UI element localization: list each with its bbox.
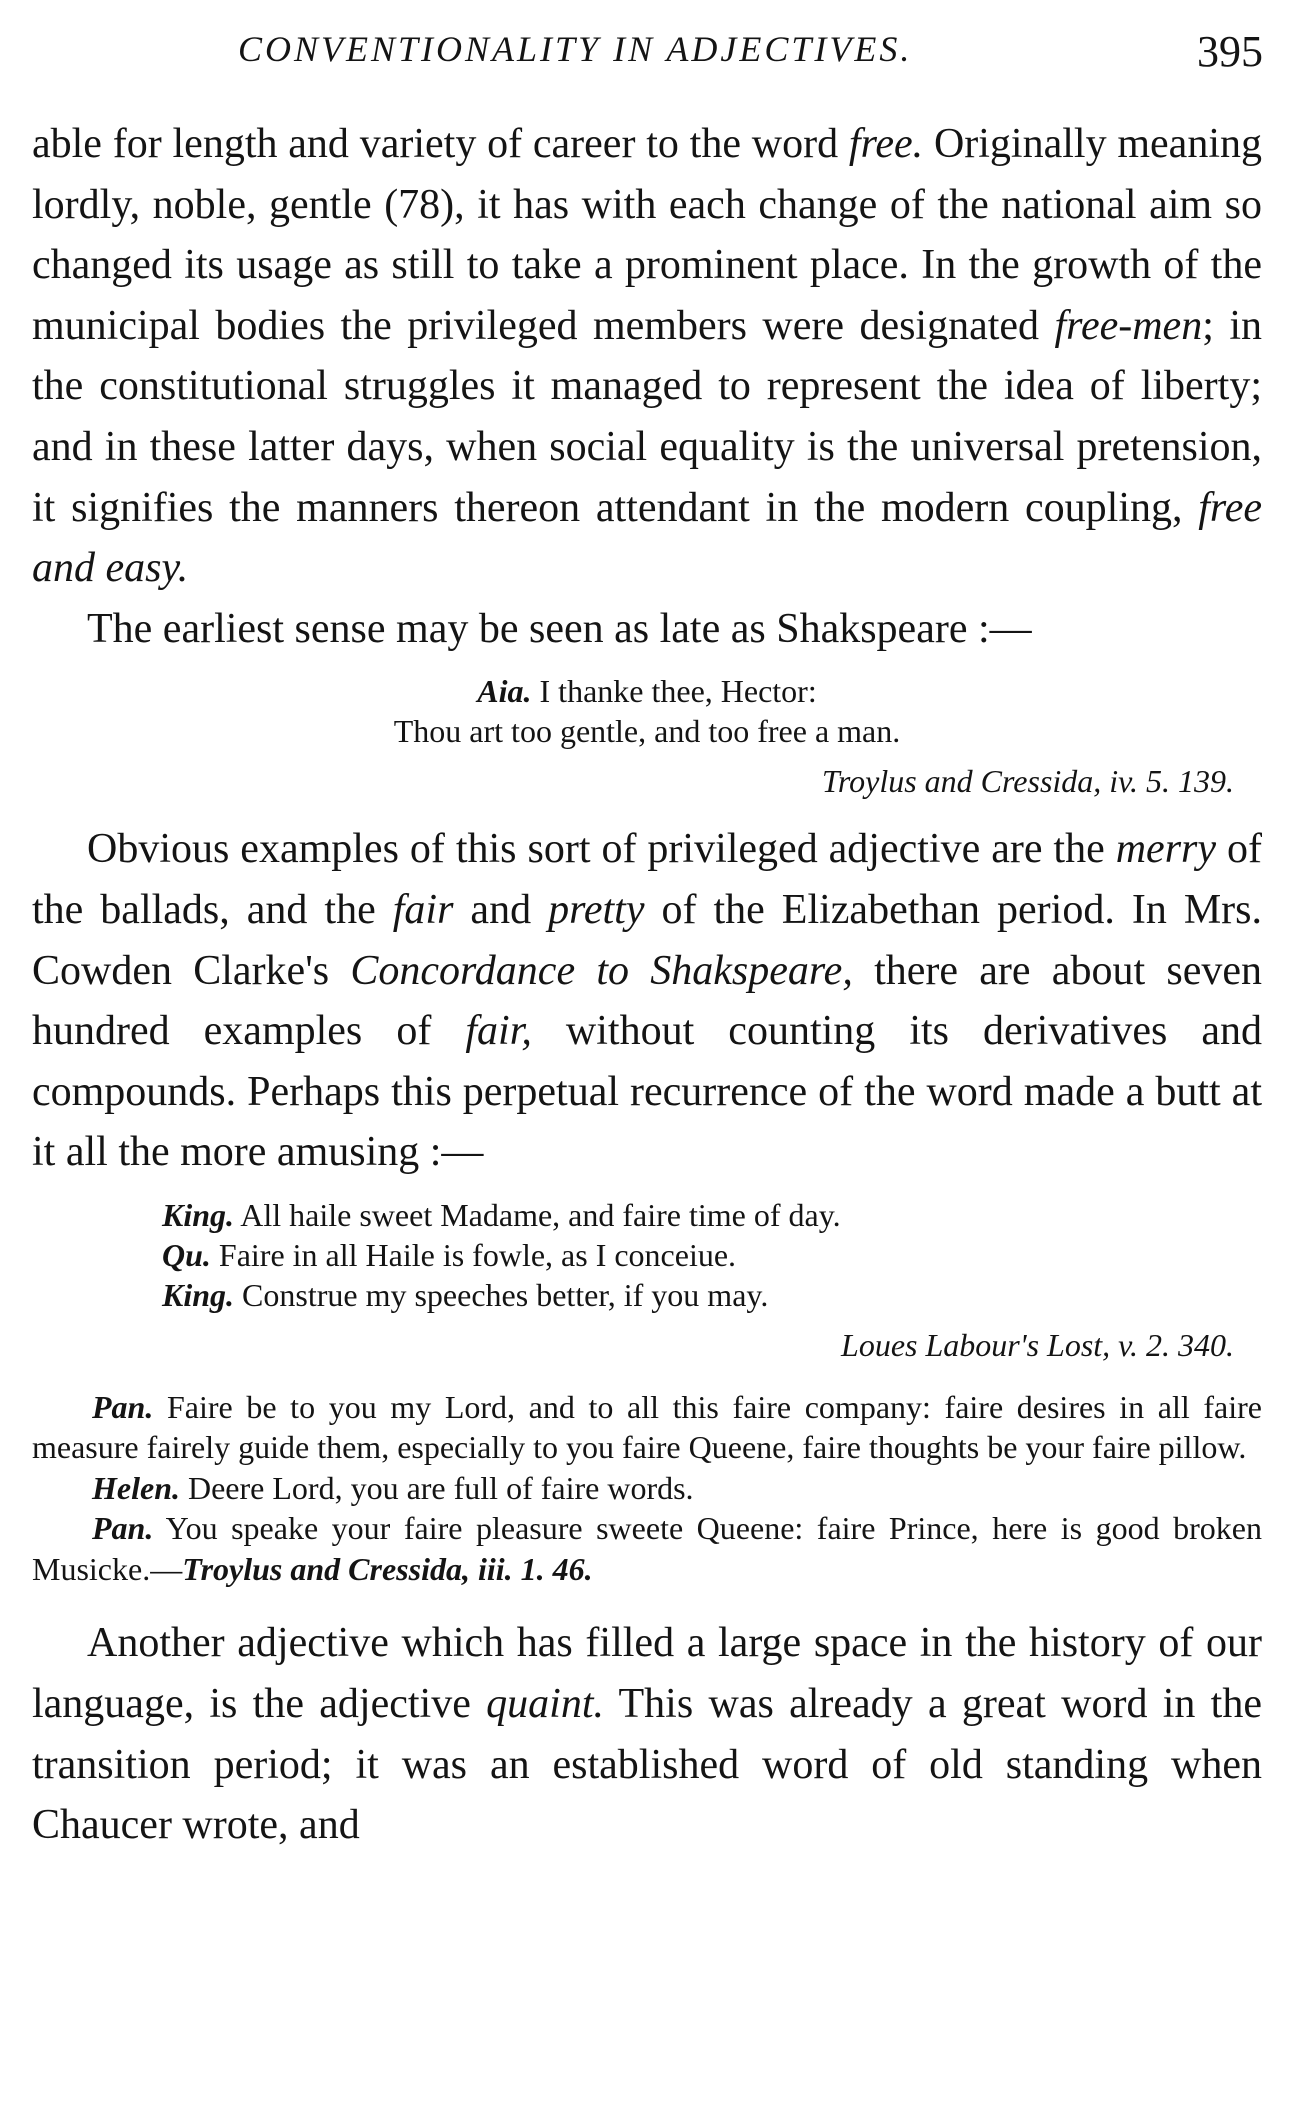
quote-paragraph: Helen. Deere Lord, you are full of faire words. <box>92 1469 694 1506</box>
speaker-name: Aia. <box>477 673 532 710</box>
verse-line: Qu. Faire in all Haile is fowle, as I conceiue. <box>162 1236 737 1273</box>
body-text <box>32 114 1262 1856</box>
speaker-name: Pan. <box>92 1510 154 1547</box>
term-free-and-easy: free and easy. <box>32 484 1262 592</box>
running-title: CONVENTIONALITY IN ADJECTIVES. <box>238 29 913 69</box>
term-quaint: quaint. <box>486 1681 604 1727</box>
quote-paragraph: Pan. You speake your faire pleasure sweete Queene: faire Prince, here is good broken Musicke.—Troylus and Cressida, iii. 1. 46. <box>32 1510 1262 1587</box>
speaker-name: Qu. <box>162 1236 211 1273</box>
citation: Troylus and Cressida, iii. 1. 46. <box>182 1550 593 1587</box>
term-pretty: pretty <box>548 886 645 933</box>
term-free-men: free-men <box>1054 302 1203 349</box>
quotation-troylus-2 <box>32 1387 1262 1590</box>
citation: Troylus and Cressida, iv. 5. 139. <box>821 763 1234 800</box>
work-title-concordance: Concordance to Shakspeare, <box>350 947 853 994</box>
speaker-name: King. <box>162 1276 235 1313</box>
paragraph-free: able for length and variety of career to the word free. Originally meaning lordly, noble, gentle (78), it has with each change of the national aim so changed its usage as still to take a prominent place. In the growth of the municipal bodies the privileged members were designated free-men; in the constitutional struggles it managed to represent the idea of liberty; and in these latter days, when social equality is the universal pretension, it signifies the manners thereon attendant in the modern coupling, free and easy. <box>32 121 1262 592</box>
verse-line: Aia. I thanke thee, Hector: <box>477 673 817 710</box>
verse-line: Thou art too gentle, and too free a man. <box>393 713 901 750</box>
term-free: free. <box>848 121 924 167</box>
page-number: 395 <box>1197 27 1263 76</box>
term-merry: merry <box>1115 826 1217 873</box>
citation: Loues Labour's Lost, v. 2. 340. <box>841 1326 1234 1363</box>
term-fair: fair <box>392 886 454 933</box>
verse-line: King. Construe my speeches better, if you may. <box>162 1276 769 1313</box>
quotation-troylus-1 <box>32 671 1262 801</box>
term-fair-2: fair, <box>465 1008 532 1055</box>
speaker-name: King. <box>162 1196 235 1233</box>
paragraph-quaint: Another adjective which has filled a large space in the history of our language, is the adjective quaint. This was already a great word in the transition period; it was an established word of old standing when Chaucer wrote, and <box>32 1620 1262 1849</box>
verse-line: King. All haile sweet Madame, and faire time of day. <box>162 1196 841 1233</box>
speaker-name: Helen. <box>92 1469 180 1506</box>
quotation-loues-labours-lost <box>32 1195 1262 1365</box>
page-header <box>28 26 1263 86</box>
speaker-name: Pan. <box>92 1388 154 1425</box>
paragraph-privileged-adjective: Obvious examples of this sort of privileged adjective are the merry of the ballads, and the fair and pretty of the Elizabethan period. In Mrs. Cowden Clarke's Concordance to Shakspeare, there are about seven hundred examples of fair, without counting its derivatives and compounds. Perhaps this perpetual recurrence of the word made a butt at it all the more amusing :— <box>32 826 1262 1176</box>
paragraph-earliest-sense: The earliest sense may be seen as late as Shakspeare :— <box>87 605 1032 652</box>
quote-paragraph: Pan. Faire be to you my Lord, and to all this faire company: faire desires in all faire measure fairely guide them, especially to you faire Queene, faire thoughts be your faire pillow. <box>32 1388 1262 1466</box>
